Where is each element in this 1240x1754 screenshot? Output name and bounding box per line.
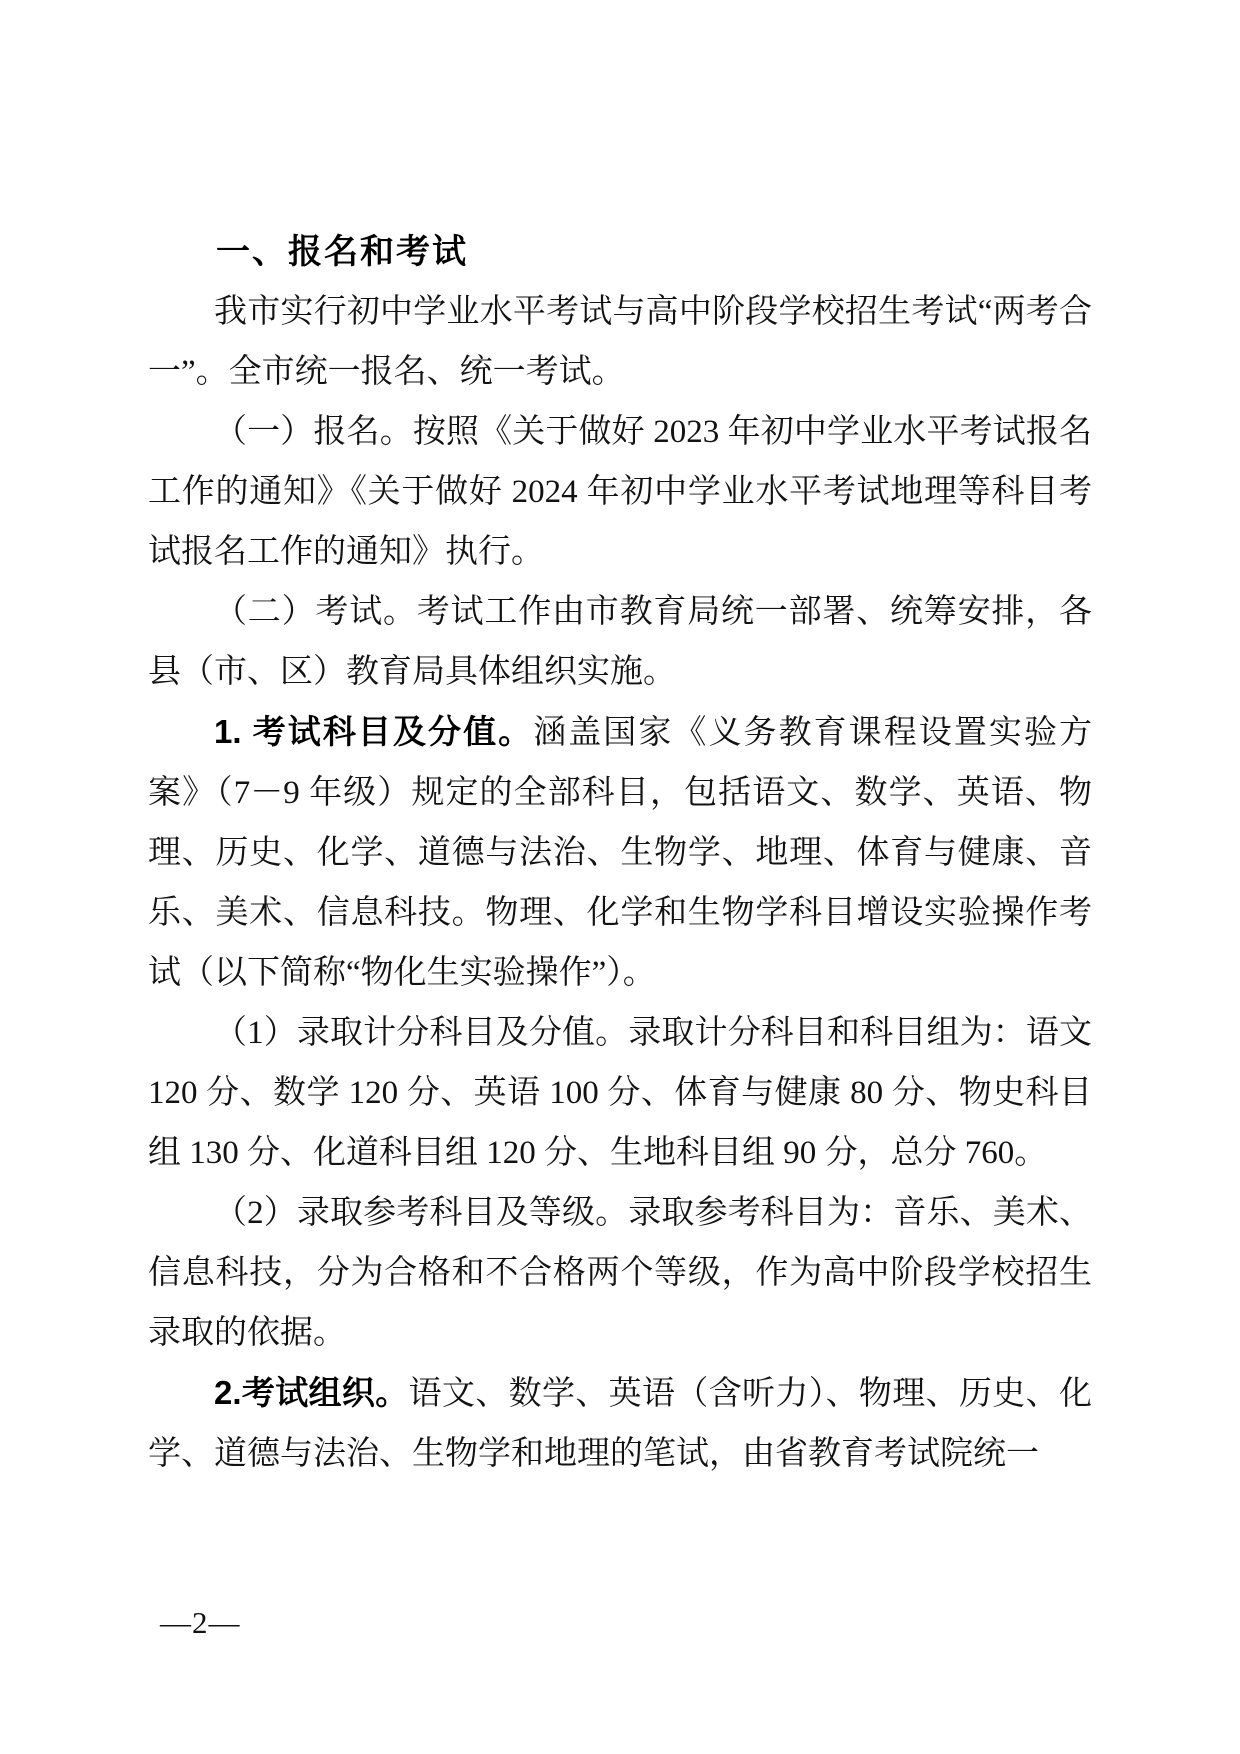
paragraph-lead-bold: 2.考试组织。 bbox=[214, 1374, 409, 1411]
paragraph-overview bbox=[148, 282, 1092, 402]
paragraph-text: （二）考试。考试工作由市教育局统一部署、统筹安排，各县（市、区）教育局具体组织实施。 bbox=[148, 594, 1092, 690]
paragraph-text: 语文、数学、英语（含听力）、物理、历史、化学、道德与法治、生物学和地理的笔试，由省教育考试院统一 bbox=[148, 1376, 1092, 1472]
paragraph-lead-bold: 1. 考试科目及分值。 bbox=[214, 713, 534, 750]
paragraph-exam-organization bbox=[148, 1363, 1092, 1484]
paragraph-reference-subjects bbox=[148, 1183, 1092, 1363]
paragraph-registration bbox=[148, 402, 1092, 582]
paragraph-examination bbox=[148, 582, 1092, 702]
page-number: —2— bbox=[160, 1605, 241, 1640]
paragraph-exam-subjects-and-scores bbox=[148, 702, 1092, 1003]
document-body bbox=[148, 222, 1092, 1484]
paragraph-text: （2）录取参考科目及等级。录取参考科目为：音乐、美术、信息科技，分为合格和不合格两个等级，作为高中阶段学校招生录取的依据。 bbox=[148, 1195, 1092, 1351]
paragraph-text: 涵盖国家《义务教育课程设置实验方案》（7－9 年级）规定的全部科目，包括语文、数学、英语、物理、历史、化学、道德与法治、生物学、地理、体育与健康、音乐、美术、信息科技。物理、化学和生物学科目增设实验操作考试（以下简称“物化生实验操作”）。 bbox=[148, 715, 1092, 991]
paragraph-text: （1）录取计分科目及分值。录取计分科目和科目组为：语文 120 分、数学 120 分、英语 100 分、体育与健康 80 分、物史科目组 130 分、化道科目组 120 分、生地科目组 90 分，总分 760。 bbox=[148, 1015, 1092, 1171]
page-footer bbox=[160, 1605, 241, 1641]
paragraph-text: 我市实行初中学业水平考试与高中阶段学校招生考试“两考合一”。全市统一报名、统一考试。 bbox=[148, 294, 1092, 390]
section-heading: 一、报名和考试 bbox=[216, 233, 468, 271]
paragraph-text: （一）报名。按照《关于做好 2023 年初中学业水平考试报名工作的通知》《关于做好 2024 年初中学业水平考试地理等科目考试报名工作的通知》执行。 bbox=[148, 414, 1092, 570]
paragraph-scored-subjects bbox=[148, 1003, 1092, 1183]
